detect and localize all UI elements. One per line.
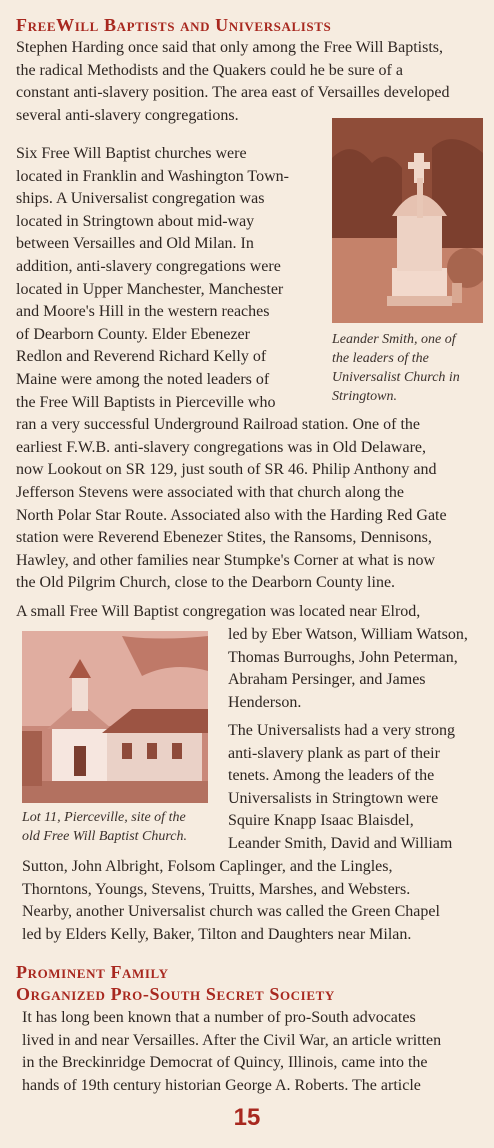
photo-pierceville-church <box>22 631 208 803</box>
text-line: located in Stringtown about mid-way <box>16 212 255 230</box>
text-line: addition, anti-slavery congregations were <box>16 257 281 275</box>
paragraph-pro-south <box>22 1007 441 1097</box>
text-line: the Free Will Baptists in Pierceville who <box>16 393 276 411</box>
text-line: Stephen Harding once said that only among the Free Will Baptists, <box>16 39 443 56</box>
text-line: Thomas Burroughs, John Peterman, <box>228 648 458 666</box>
text-line: ships. A Universalist congregation was <box>16 190 265 208</box>
text-line: and Moore's Hill in the western reaches <box>16 303 270 321</box>
text-line: the radical Methodists and the Quakers could he be sure of a <box>16 61 403 79</box>
text-line: Six Free Will Baptist churches were <box>16 145 247 162</box>
text-line: Maine were among the noted leaders of <box>16 370 270 388</box>
text-line: earliest F.W.B. anti-slavery congregations was in Old Delaware, <box>16 438 427 456</box>
photo1-caption: Leander Smith, one of the leaders of the Universalist Church in Stringtown. <box>332 332 460 404</box>
text-line: led by Eber Watson, William Watson, <box>228 626 468 643</box>
text-line: in the Breckinridge Democrat of Quincy, Illinois, came into the <box>22 1054 428 1072</box>
text-line: Redlon and Reverend Richard Kelly of <box>16 348 267 366</box>
text-line: Squire Knapp Isaac Blaisdel, <box>228 812 414 830</box>
text-line: several anti-slavery congregations. <box>16 106 239 124</box>
text-line: located in Franklin and Washington Town- <box>16 167 289 185</box>
text-line: Universalists in Stringtown were <box>228 789 439 807</box>
text-line: Henderson. <box>228 693 302 711</box>
text-line: located in Upper Manchester, Manchester <box>16 280 284 298</box>
section-heading-freewill-baptists: FreeWill Baptists and Universalists <box>16 15 332 35</box>
text-line: Thorntons, Youngs, Stevens, Truitts, Marshes, and Websters. <box>22 880 411 898</box>
text-line: The Universalists had a very strong <box>228 722 456 739</box>
paragraph-universalists <box>228 720 455 856</box>
paragraph-universalists-continued <box>22 856 440 946</box>
monument-illustration <box>332 118 483 323</box>
paragraph-elrod-leaders <box>228 624 468 714</box>
paragraph-harding-quote <box>16 37 450 127</box>
text-line: now Lookout on SR 129, just south of SR 46. Philip Anthony and <box>16 461 437 479</box>
text-line: Jefferson Stevens were associated with that church along the <box>16 483 405 501</box>
text-line: Abraham Persinger, and James <box>228 671 426 689</box>
text-line: It has long been known that a number of pro-South advocates <box>22 1009 416 1026</box>
text-line: the Old Pilgrim Church, close to the Dearborn County line. <box>16 574 396 592</box>
text-line: of Dearborn County. Elder Ebenezer <box>16 325 250 343</box>
page-number: 15 <box>233 1104 261 1131</box>
photo2-caption: Lot 11, Pierceville, site of the old Free Will Baptist Church. <box>22 810 188 844</box>
text-line: constant anti-slavery position. The area east of Versailles developed <box>16 84 450 102</box>
text-line: Hawley, and other families near Stumpke's Corner at what is now <box>16 551 436 569</box>
text-line: ran a very successful Underground Railroad station. One of the <box>16 416 421 434</box>
text-line: lived in and near Versailles. After the Civil War, an article written <box>22 1031 442 1049</box>
photo-leander-smith-monument <box>332 118 483 323</box>
text-line: Nearby, another Universalist church was called the Green Chapel <box>22 903 440 921</box>
text-line: Sutton, John Albright, Folsom Caplinger, and the Lingles, <box>22 858 393 875</box>
text-line: North Polar Star Route. Associated also with the Harding Red Gate <box>16 506 447 524</box>
church-illustration <box>22 631 208 803</box>
section-heading-pro-south-society: Organized Pro-South Secret Society <box>16 984 335 1004</box>
text-line: hands of 19th century historian George A. Roberts. The article <box>22 1076 421 1094</box>
text-line: station were Reverend Ebenezer Stites, the Ransoms, Dennisons, <box>16 529 432 547</box>
section-heading-prominent-family: Prominent Family <box>16 962 169 982</box>
paragraph-elrod-intro: A small Free Will Baptist congregation was located near Elrod, <box>16 603 421 620</box>
text-line: between Versailles and Old Milan. In <box>16 235 254 253</box>
text-line: led by Elders Kelly, Baker, Tilton and Daughters near Milan. <box>22 925 412 943</box>
text-line: anti-slavery plank as part of their <box>228 744 440 762</box>
text-line: Leander Smith, David and William <box>228 834 453 852</box>
text-line: tenets. Among the leaders of the <box>228 767 435 785</box>
